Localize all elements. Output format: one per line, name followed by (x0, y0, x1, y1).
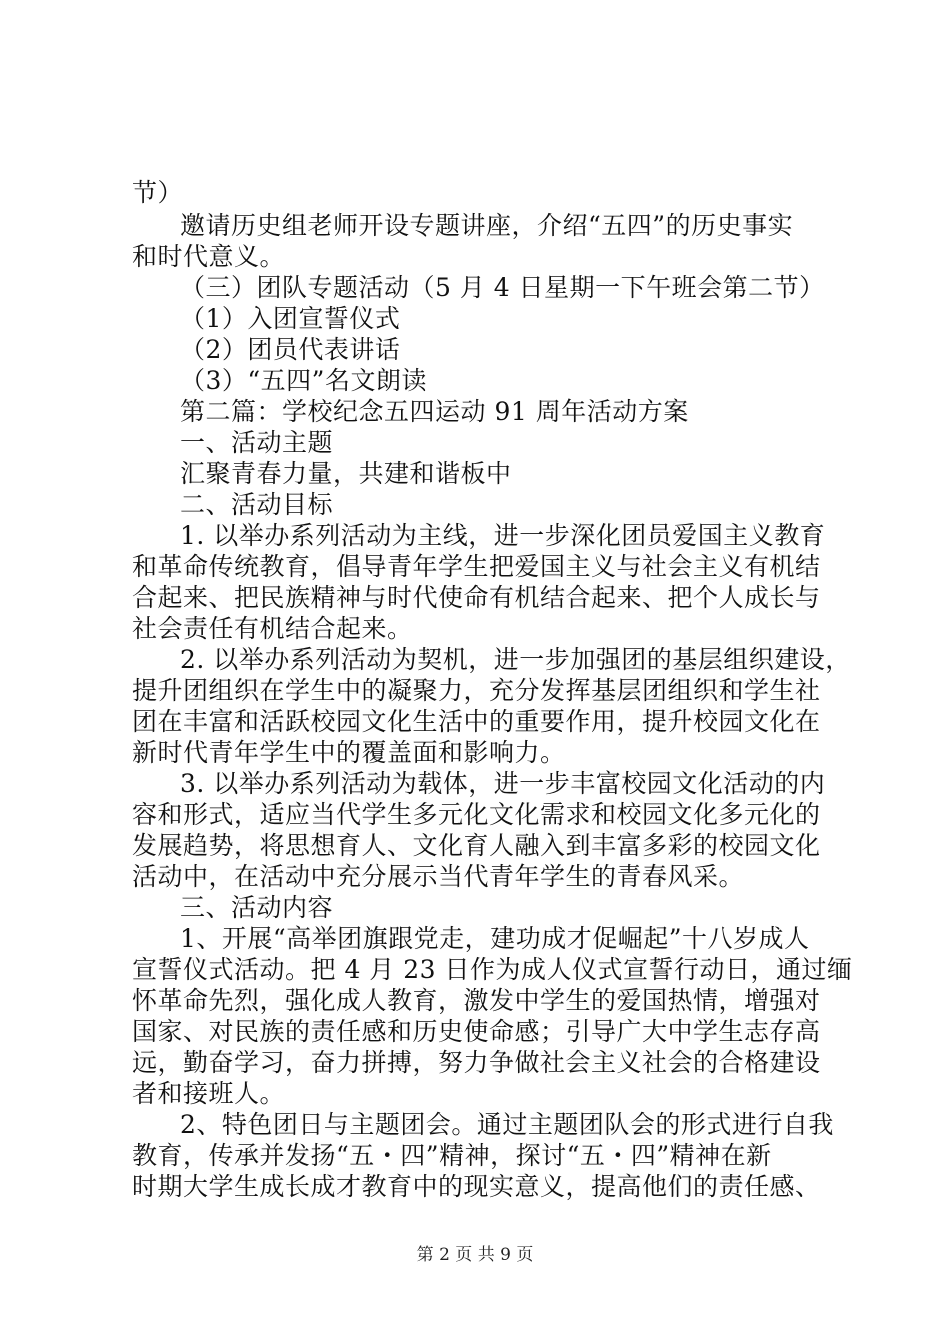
text-line: 节） (132, 178, 184, 207)
text-line: （三）团队专题活动（5 月 4 日星期一下午班会第二节） (180, 273, 825, 302)
text-line: 新时代青年学生中的覆盖面和影响力。 (132, 738, 566, 767)
text-line: 活动中，在活动中充分展示当代青年学生的青春风采。 (132, 862, 745, 891)
section-heading: 二、活动目标 (180, 490, 334, 519)
text-line: 发展趋势，将思想育人、文化育人融入到丰富多彩的校园文化 (132, 831, 821, 860)
text-line: 提升团组织在学生中的凝聚力，充分发挥基层团组织和学生社 (132, 676, 821, 705)
text-line: 1. 以举办系列活动为主线，进一步深化团员爱国主义教育 (180, 521, 826, 550)
text-line: 国家、对民族的责任感和历史使命感；引导广大中学生志存高 (132, 1017, 821, 1046)
text-line: 合起来、把民族精神与时代使命有机结合起来、把个人成长与 (132, 583, 821, 612)
text-line: 时期大学生成长成才教育中的现实意义，提高他们的责任感、 (132, 1172, 821, 1201)
text-line: 和革命传统教育，倡导青年学生把爱国主义与社会主义有机结 (132, 552, 821, 581)
text-line: 社会责任有机结合起来。 (132, 614, 413, 643)
text-line: 者和接班人。 (132, 1079, 286, 1108)
text-line: 和时代意义。 (132, 242, 286, 271)
text-line: 2. 以举办系列活动为契机，进一步加强团的基层组织建设， (180, 645, 851, 674)
text-line: 汇聚青春力量，共建和谐板中 (180, 459, 512, 488)
text-line: 容和形式，适应当代学生多元化文化需求和校园文化多元化的 (132, 800, 821, 829)
page-footer: 第 2 页 共 9 页 (416, 1245, 534, 1265)
text-line: 3. 以举办系列活动为载体，进一步丰富校园文化活动的内 (180, 769, 826, 798)
text-line: 1、开展“高举团旗跟党走，建功成才促崛起”十八岁成人 (180, 924, 810, 953)
text-line: 2、特色团日与主题团会。通过主题团队会的形式进行自我 (180, 1110, 834, 1139)
section-heading: 第二篇：学校纪念五四运动 91 周年活动方案 (180, 397, 689, 426)
text-line: 邀请历史组老师开设专题讲座，介绍“五四”的历史事实 (180, 211, 794, 240)
text-line: （2）团员代表讲话 (180, 335, 401, 364)
text-line: （1）入团宣誓仪式 (180, 304, 401, 333)
section-heading: 一、活动主题 (180, 428, 334, 457)
text-line: 教育，传承并发扬“五・四”精神，探讨“五・四”精神在新 (132, 1141, 772, 1170)
text-line: 远，勤奋学习，奋力拼搏，努力争做社会主义社会的合格建设 (132, 1048, 821, 1077)
text-line: （3）“五四”名文朗读 (180, 366, 427, 395)
text-line: 团在丰富和活跃校园文化生活中的重要作用，提升校园文化在 (132, 707, 821, 736)
text-line: 怀革命先烈，强化成人教育，激发中学生的爱国热情，增强对 (132, 986, 821, 1015)
section-heading: 三、活动内容 (180, 893, 334, 922)
text-line: 宣誓仪式活动。把 4 月 23 日作为成人仪式宣誓行动日，通过缅 (132, 955, 853, 984)
